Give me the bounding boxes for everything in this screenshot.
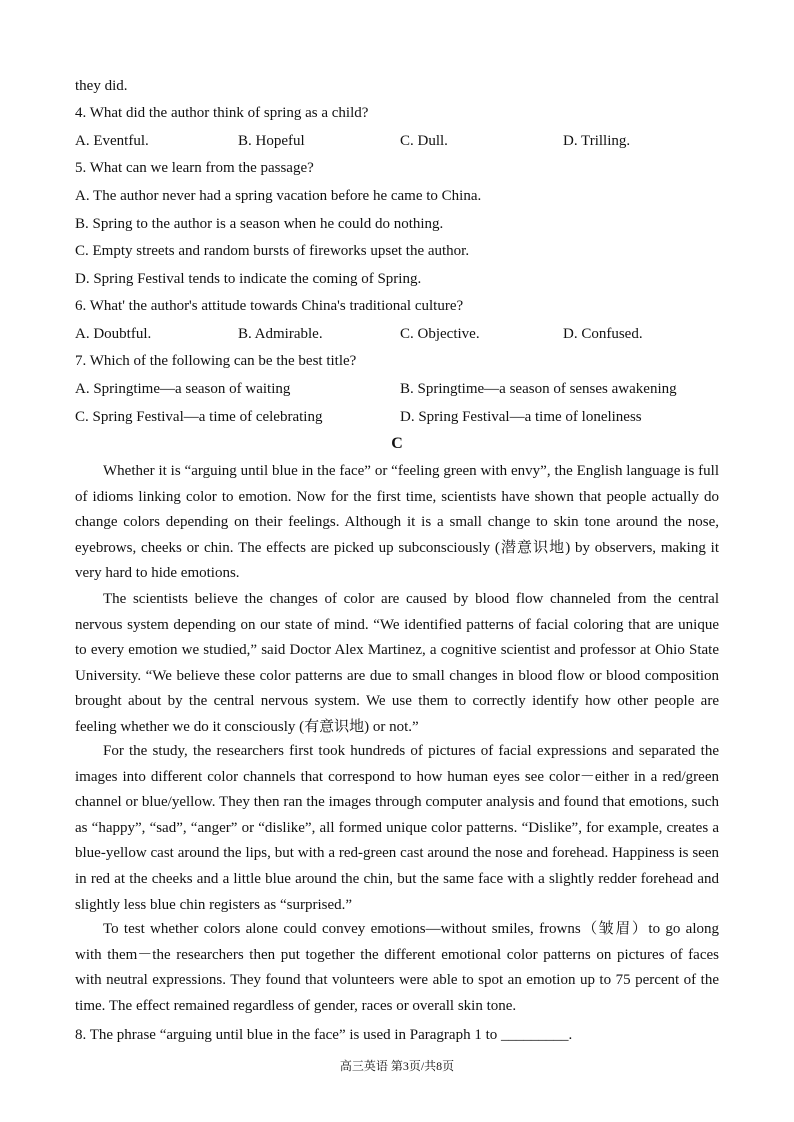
q6-option-a: A. Doubtful. (75, 326, 152, 342)
q4-option-c: C. Dull. (400, 133, 448, 149)
question-8: 8. The phrase “arguing until blue in the face” is used in Paragraph 1 to _________. (75, 1027, 573, 1043)
q7-option-d: D. Spring Festival—a time of loneliness (400, 409, 642, 425)
question-4: 4. What did the author think of spring as a child? (75, 105, 369, 121)
q7-option-c: C. Spring Festival—a time of celebrating (75, 409, 323, 425)
q5-option-c: C. Empty streets and random bursts of fireworks upset the author. (75, 243, 470, 259)
passage-paragraph-2: The scientists believe the changes of color are caused by blood flow channeled from the central nervous system depending on our state of mind. “We identified patterns of facial coloring that are unique to every emotion we studied,” said Doctor Alex Martinez, a cognitive scientist and professor at Ohio State University. “We believe these color patterns are due to small changes in blood flow or blood composition brought about by the central nervous system. We use them to correctly identify how other people are feeling whether we do it consciously (有意识地) or not.” (75, 591, 719, 735)
passage-paragraph-4: To test whether colors alone could convey emotions—without smiles, frowns（皱眉）to go along with them－the researchers then put together the different emotional color patterns on pictures of faces with neutral expressions. They found that volunteers were able to spot an emotion up to 75 percent of the time. The effect remained regardless of gender, races or overall skin tone. (75, 921, 719, 1014)
q4-option-d: D. Trilling. (563, 133, 631, 149)
question-5: 5. What can we learn from the passage? (75, 160, 314, 176)
q5-option-a: A. The author never had a spring vacation before he came to China. (75, 188, 482, 204)
passage-paragraph-3: For the study, the researchers first took hundreds of pictures of facial expressions and separated the images into different color channels that correspond to how human eyes see color－either in a red/green channel or blue/yellow. They then ran the images through computer analysis and found that emotions, such as “happy”, “sad”, “anger” or “dislike”, all formed unique color patterns. “Dislike”, for example, creates a blue-yellow cast around the lips, but with a red-green cast around the nose and forehead. Happiness is seen in red at the cheeks and a little blue around the chin, but the same face with a slightly redder forehead and slightly less blue chin registers as “surprised.” (75, 743, 719, 913)
q6-option-b: B. Admirable. (238, 326, 323, 342)
previous-text-end: they did. (75, 78, 128, 94)
q5-option-d: D. Spring Festival tends to indicate the coming of Spring. (75, 271, 422, 287)
q6-option-d: D. Confused. (563, 326, 643, 342)
q7-option-b: B. Springtime—a season of senses awakening (400, 381, 677, 397)
passage-paragraph-1: Whether it is “arguing until blue in the face” or “feeling green with envy”, the English language is full of idioms linking color to emotion. Now for the first time, scientists have shown that people actually do change colors depending on their feelings. Although it is a small change to skin tone around the nose, eyebrows, cheeks or chin. The effects are picked up subconsciously (潜意识地) by observers, making it very hard to hide emotions. (75, 463, 719, 582)
question-7: 7. Which of the following can be the best title? (75, 353, 357, 369)
q4-option-a: A. Eventful. (75, 133, 149, 149)
question-6: 6. What' the author's attitude towards China's traditional culture? (75, 298, 464, 314)
page-footer: 高三英语 第3页/共8页 (339, 1059, 455, 1073)
q4-option-b: B. Hopeful (238, 133, 305, 149)
q5-option-b: B. Spring to the author is a season when he could do nothing. (75, 216, 444, 232)
q6-option-c: C. Objective. (400, 326, 480, 342)
section-heading: C (391, 435, 403, 452)
q7-option-a: A. Springtime—a season of waiting (75, 381, 291, 397)
